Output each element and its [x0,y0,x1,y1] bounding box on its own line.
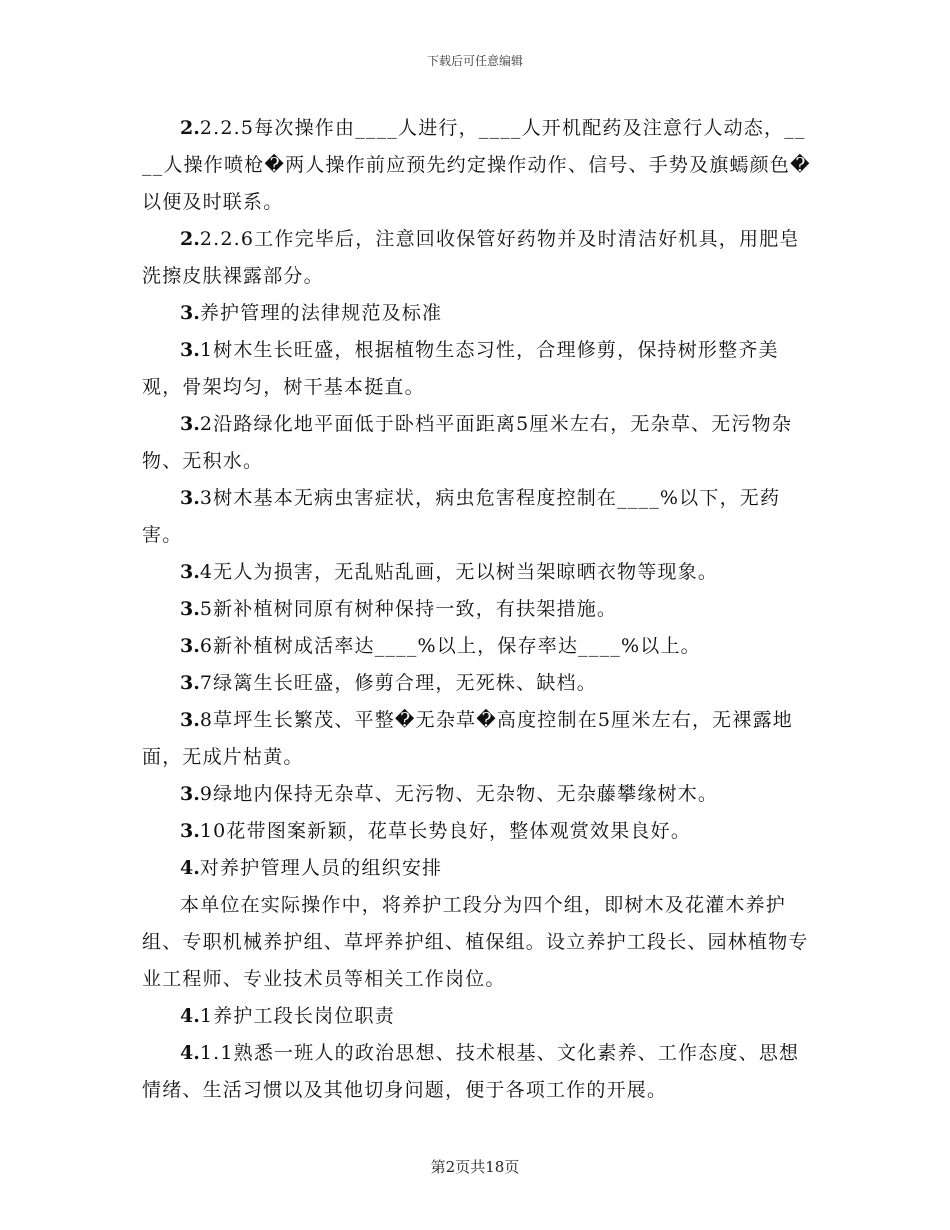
paragraph-3-2: 3.2沿路绿化地平面低于卧档平面距离5厘米左右，无杂草、无污物杂物、无积水。 [142,413,793,472]
paragraph-3-8: 3.8草坪生长繁茂、平整�无杂草�高度控制在5厘米左右，无裸露地面，无成片枯黄。 [142,709,793,768]
paragraph-3-7: 3.7绿篱生长旺盛，修剪合理，无死株、缺档。 [180,672,597,694]
paragraph-3-6: 3.6新补植树成活率达____%以上，保存率达____%以上。 [180,635,701,657]
paragraph-3-3: 3.3树木基本无病虫害症状，病虫危害程度控制在____%以下，无药害。 [142,487,781,546]
document-body [142,110,812,1109]
section-heading-3: 3.养护管理的法律规范及标准 [180,302,443,324]
paragraph-3-5: 3.5新补植树同原有树种保持一致，有扶架措施。 [180,598,618,620]
paragraph-2-2-2-5: 2.2.2.5每次操作由____人进行，____人开机配药及注意行人动态，____人操作喷枪�两人操作前应预先约定操作动作、信号、手势及旗䗡颜色�以便及时联系。 [142,117,811,213]
paragraph-4-1: 4.1养护工段长岗位职责 [180,1005,395,1027]
paragraph-organization: 本单位在实际操作中，将养护工段分为四个组，即树木及花灌木养护组、专职机械养护组、草坪养护组、植保组。设立养护工段长、园林植物专业工程师、专业技术员等相关工作岗位。 [142,894,809,990]
paragraph-3-10: 3.10花带图案新颖，花草长势良好，整体观赏效果良好。 [180,820,692,842]
page-footer: 第2页共18页 [430,1158,520,1176]
page-header: 下载后可任意编辑 [426,54,523,68]
paragraph-3-9: 3.9绿地内保持无杂草、无污物、无杂物、无杂藤攀缘树木。 [180,783,719,805]
paragraph-4-1-1: 4.1.1熟悉一班人的政治思想、技术根基、文化素养、工作态度、思想情绪、生活习惯以及其他切身问题，便于各项工作的开展。 [142,1042,800,1101]
paragraph-3-1: 3.1树木生长旺盛，根据植物生态习性，合理修剪，保持树形整齐美观，骨架均匀，树干基本挺直。 [142,339,779,398]
paragraph-2-2-2-6: 2.2.2.6工作完毕后，注意回收保管好药物并及时清洁好机具，用肥皂洗擦皮肤裸露部分。 [142,228,800,287]
section-heading-4: 4.对养护管理人员的组织安排 [180,857,443,879]
paragraph-3-4: 3.4无人为损害，无乱贴乱画，无以树当架晾晒衣物等现象。 [180,561,719,583]
